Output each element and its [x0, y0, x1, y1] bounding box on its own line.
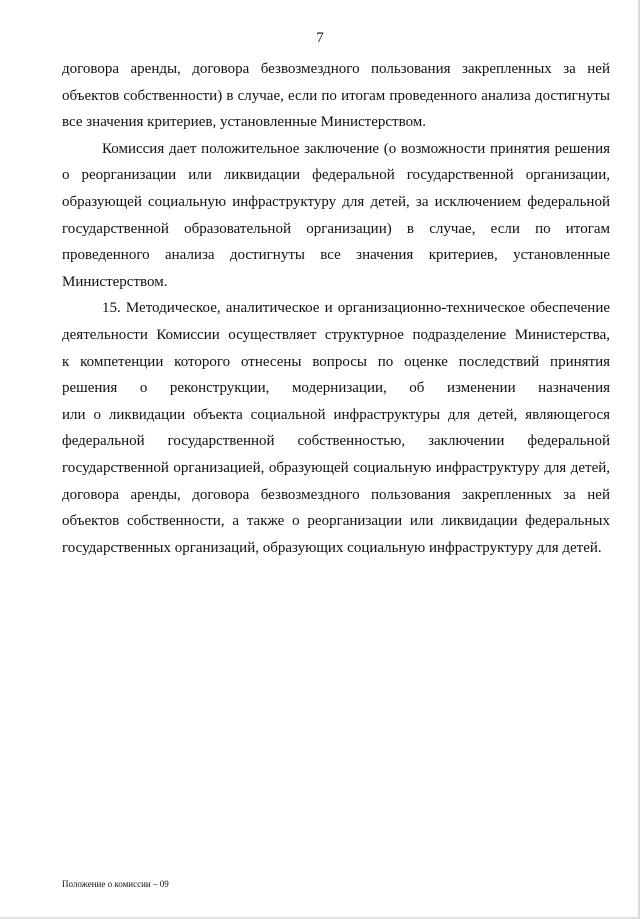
document-footer: Положение о комиссии – 09 — [62, 879, 169, 889]
paragraph-3-line-5: или о ликвидации объекта социальной инфраструктуры для детей, являющегося — [62, 406, 610, 423]
page-number: 7 — [316, 30, 324, 46]
paragraph-3-line-4: решения о реконструкции, модернизации, об изменении назначения — [62, 380, 610, 397]
paragraph-2-line-5: проведенного анализа достигнуты все значения критериев, установленные — [62, 247, 610, 264]
document-body — [62, 56, 610, 561]
paragraph-2-line-6: Министерством. — [62, 273, 168, 290]
paragraph-2-line-2: о реорганизации или ликвидации федеральной государственной организации, — [62, 167, 610, 184]
paragraph-1-line-3: все значения критериев, установленные Министерством. — [62, 114, 427, 131]
paragraph-2-line-1: Комиссия дает положительное заключение (о возможности принятия решения — [102, 140, 610, 157]
paragraph-3-line-9: объектов собственности, а также о реорганизации или ликвидации федеральных — [62, 513, 610, 530]
paragraph-3-line-3: к компетенции которого отнесены вопросы по оценке последствий принятия — [62, 353, 610, 370]
paragraph-3-line-2: деятельности Комиссии осуществляет структурное подразделение Министерства, — [62, 326, 610, 343]
paragraph-3-line-1: 15. Методическое, аналитическое и организационно-техническое обеспечение — [102, 300, 610, 317]
paragraph-1-line-1: договора аренды, договора безвозмездного пользования закрепленных за ней — [62, 61, 610, 77]
paragraph-3-line-7: государственной организацией, образующей социальную инфраструктуру для детей, — [62, 459, 610, 476]
paragraph-2-line-3: образующей социальную инфраструктуру для детей, за исключением федеральной — [62, 193, 610, 210]
paragraph-3-line-6: федеральной государственной собственностью, заключении федеральной — [62, 433, 610, 450]
paragraph-3-line-10: государственных организаций, образующих социальную инфраструктуру для детей. — [62, 539, 602, 556]
paragraph-1-line-2: объектов собственности) в случае, если по итогам проведенного анализа достигнуты — [62, 87, 610, 104]
paragraph-2-line-4: государственной образовательной организации) в случае, если по итогам — [62, 220, 610, 237]
paragraph-3-line-8: договора аренды, договора безвозмездного пользования закрепленных за ней — [62, 486, 610, 503]
